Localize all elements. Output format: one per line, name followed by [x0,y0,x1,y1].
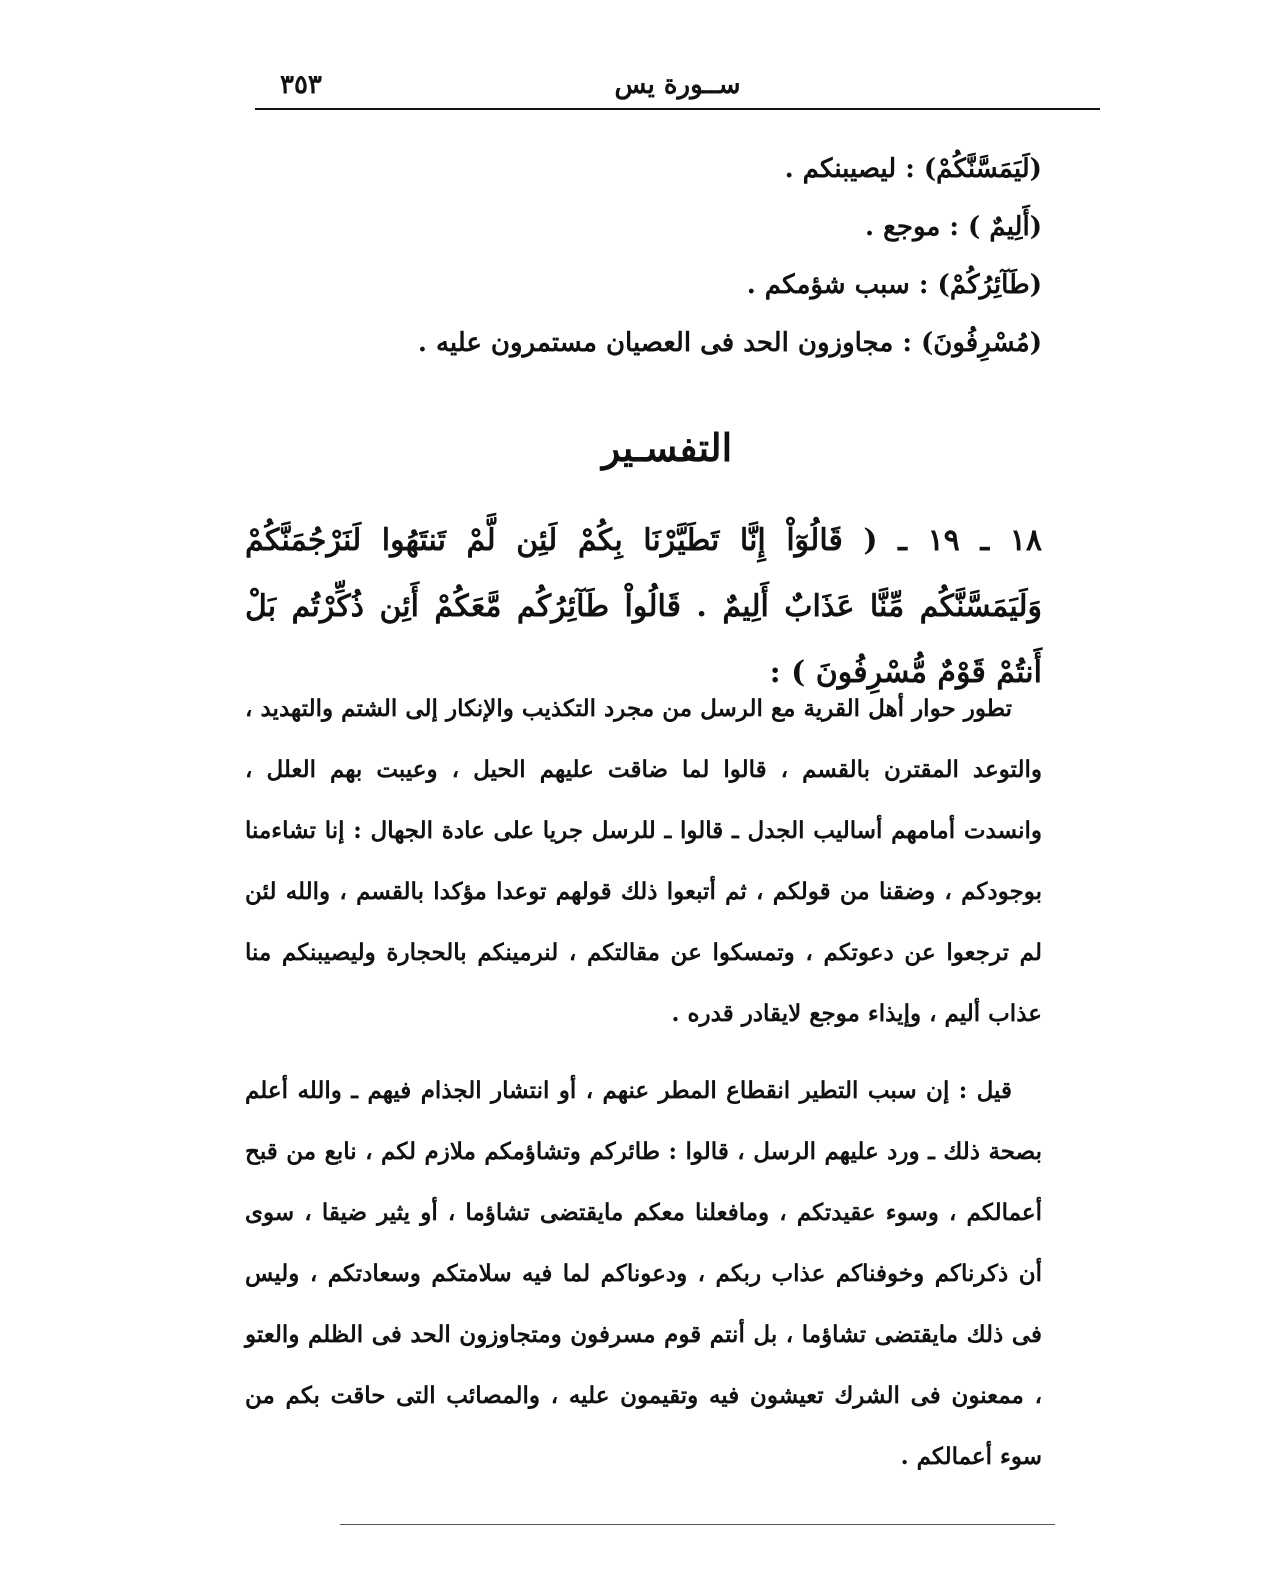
page-header [255,66,1100,110]
commentary-paragraph: قيل : إن سبب التطير انقطاع المطر عنهم ، أو انتشار الجذام فيهم ـ والله أعلم بصحة ذلك ـ ورد عليهم الرسل ، قالوا : طائركم وتشاؤمكم ملازم لكم ، نابع من قبح أعمالكم ، وسوء عقيدتكم ، ومافعلنا معكم مايقتضى تشاؤما ، أو يثير ضيقا ، سوى أن ذكرناكم وخوفناكم عذاب ربكم ، ودعوناكم لما فيه سلامتكم وسعادتكم ، وليس فى ذلك مايقتضى تشاؤما ، بل أنتم قوم مسرفون ومتجاوزون الحد فى الظلم والعتو ، ممعنون فى الشرك تعيشون فيه وتقيمون عليه ، والمصائب التى حاقت بكم من سوء أعمالكم . [245,1077,1042,1470]
glossary-entry: (مُسْرِفُونَ) : مجاوزون الحد فى العصيان مستمرون عليه . [417,328,1042,358]
quran-verse: ١٨ ـ ١٩ ـ ( قَالُوٓاْ إِنَّا تَطَيَّرْنَا بِكُمْ لَئِن لَّمْ تَنتَهُوا لَنَرْجُمَنَّكُمْ وَلَيَمَسَّنَّكُم مِّنَّا عَذَابٌ أَلِيمٌ . قَالُواْ طَآئِرُكُم مَّعَكُمْ أَئِن ذُكِّرْتُم بَلْ أَنتُمْ قَوْمٌ مُّسْرِفُونَ ) : [245,523,1042,690]
glossary-entry: (أَلِيمٌ ) : موجع . [864,212,1042,242]
section-title: التفسـير [601,425,733,470]
glossary-entry: (طَآئِرُكُمْ) : سبب شؤمكم . [746,270,1042,300]
page-number: ٣٥٣ [280,70,322,100]
running-title: ســورة يس [614,70,741,100]
commentary-paragraph: تطور حوار أهل القرية مع الرسل من مجرد التكذيب والإنكار إلى الشتم والتهديد ، والتوعد المقترن بالقسم ، قالوا لما ضاقت عليهم الحيل ، وعيبت بهم العلل ، وانسدت أمامهم أساليب الجدل ـ قالوا ـ للرسل جريا على عادة الجهال : إنا تشاءمنا بوجودكم ، وضقنا من قولكم ، ثم أتبعوا ذلك قولهم توعدا مؤكدا بالقسم ، والله لئن لم ترجعوا عن دعوتكم ، وتمسكوا عن مقالتكم ، لنرمينكم بالحجارة وليصيبنكم منا عذاب أليم ، وإيذاء موجع لايقادر قدره . [245,695,1042,1027]
glossary [242,140,1042,372]
footer-rule [340,1524,1055,1525]
glossary-entry: (لَيَمَسَّنَّكُمْ) : ليصيبنكم . [784,154,1042,184]
